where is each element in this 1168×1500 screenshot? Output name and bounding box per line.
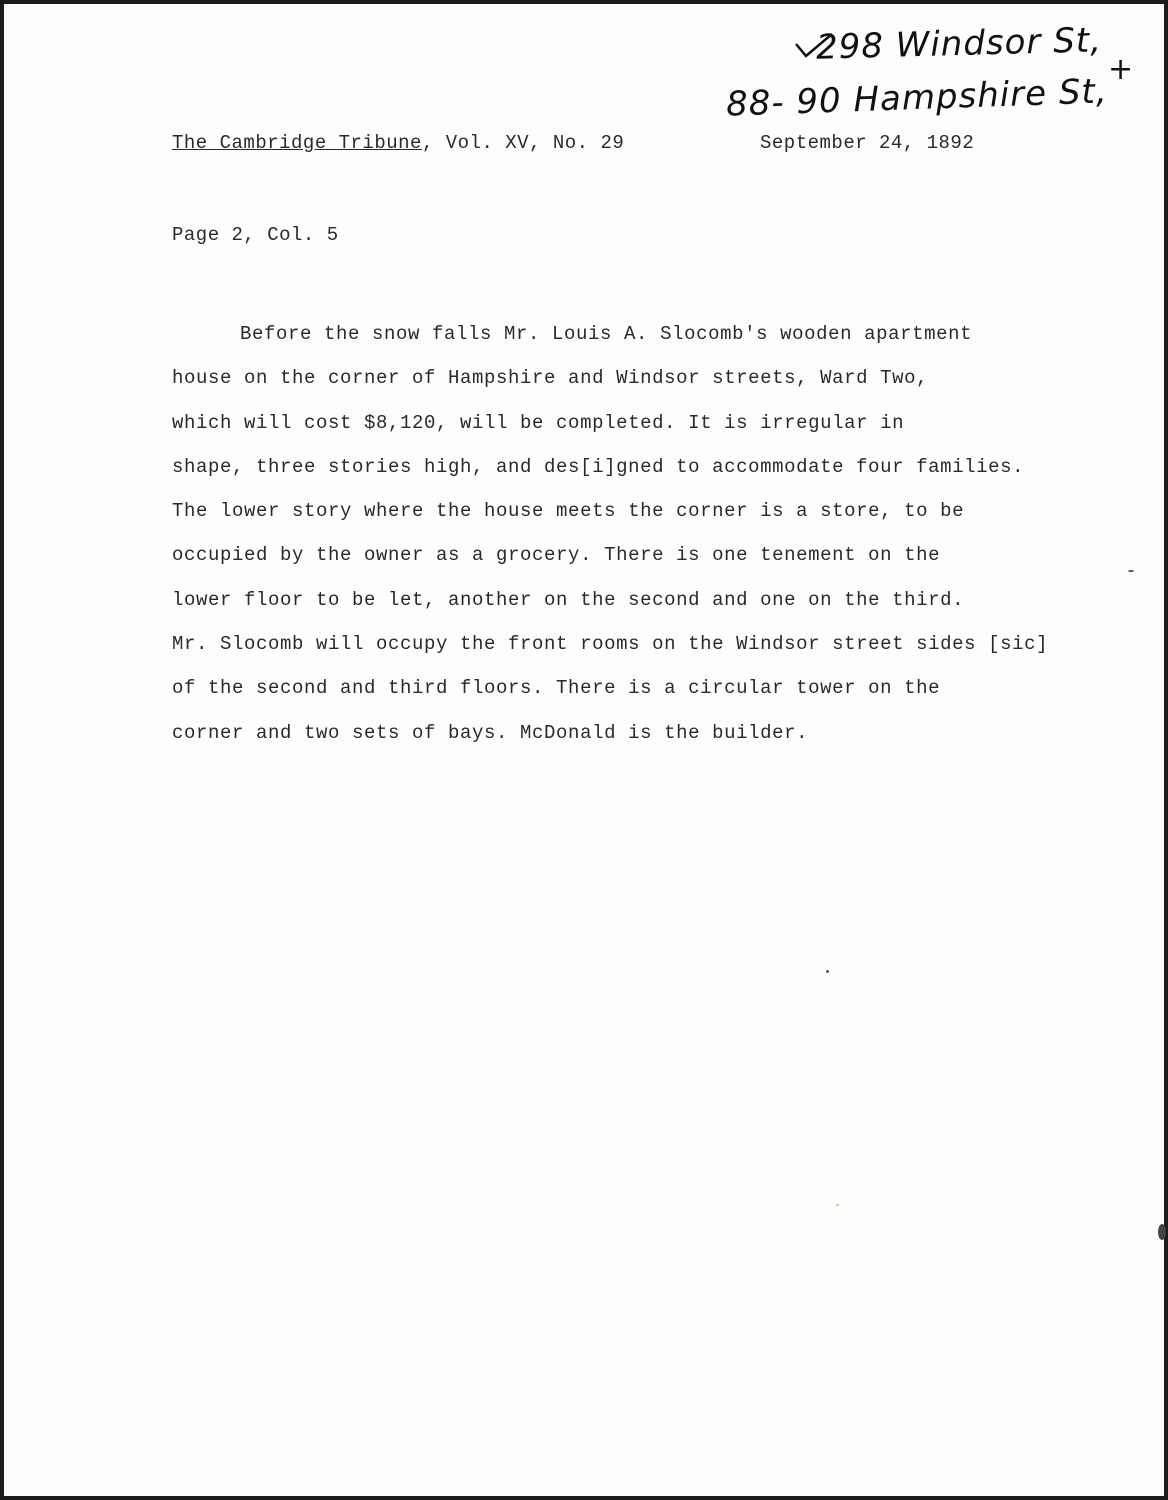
paragraph-line: Before the snow falls Mr. Louis A. Slocomb's wooden apartment — [240, 323, 973, 345]
paragraph-line: house on the corner of Hampshire and Windsor streets, Ward Two, — [172, 367, 929, 390]
paragraph-line: The lower story where the house meets the corner is a store, to be — [172, 500, 965, 523]
paper-edge-mark — [1158, 1224, 1166, 1240]
source-title: The Cambridge Tribune — [172, 132, 422, 154]
paragraph-line: occupied by the owner as a grocery. There is one tenement on the — [172, 544, 941, 567]
paper-speck — [1128, 570, 1134, 572]
paragraph-line: shape, three stories high, and des[i]gned to accommodate four families. — [172, 455, 1025, 478]
paragraph-line: of the second and third floors. There is a circular tower on the — [172, 677, 941, 700]
handwritten-plus-mark: + — [1108, 52, 1135, 87]
citation-header — [172, 132, 975, 154]
paragraph-line: which will cost $8,120, will be completed. It is irregular in — [172, 411, 905, 434]
article-paragraph — [172, 312, 1152, 755]
paper-speck — [836, 1204, 839, 1206]
paragraph-line: corner and two sets of bays. McDonald is the builder. — [172, 721, 809, 744]
paper-speck — [826, 970, 829, 973]
paragraph-line: lower floor to be let, another on the second and one on the third. — [172, 588, 965, 611]
source-date: September 24, 1892 — [760, 132, 975, 154]
source-volume: , Vol. XV, No. 29 — [421, 132, 625, 154]
handwritten-address-2: 88- 90 Hampshire St, — [725, 71, 1109, 125]
handwritten-address-1: 298 Windsor St, — [815, 20, 1103, 68]
paragraph-line: Mr. Slocomb will occupy the front rooms on the Windsor street sides [sic] — [172, 633, 1049, 656]
page-column-reference: Page 2, Col. 5 — [172, 224, 339, 246]
